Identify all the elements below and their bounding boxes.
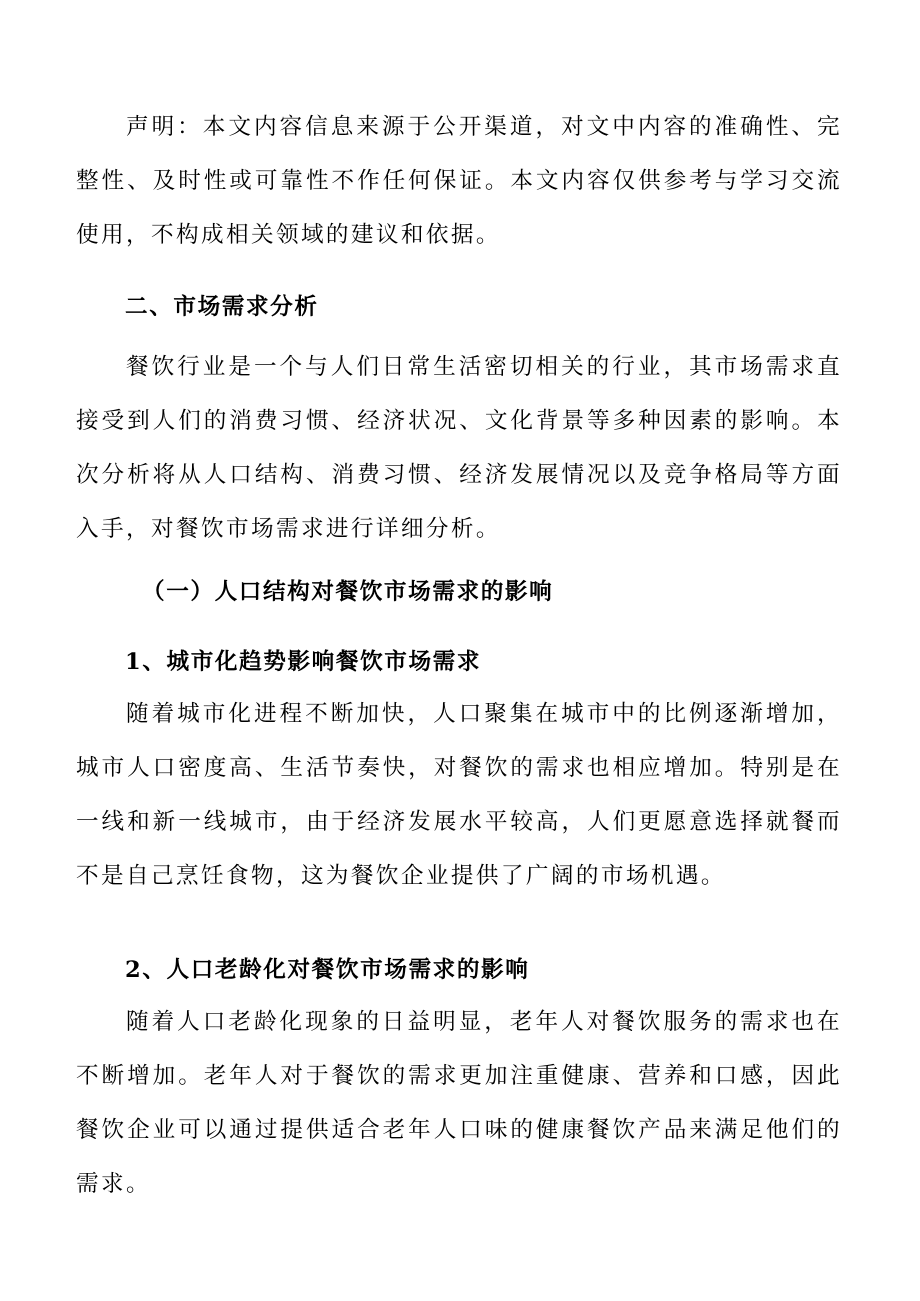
- disclaimer-paragraph: 声明：本文内容信息来源于公开渠道，对文中内容的准确性、完整性、及时性或可靠性不作任何保证。本文内容仅供参考与学习交流使用，不构成相关领域的建议和依据。: [76, 114, 842, 248]
- intro-paragraph: 餐饮行业是一个与人们日常生活密切相关的行业，其市场需求直接受到人们的消费习惯、经济状况、文化背景等多种因素的影响。本次分析将从人口结构、消费习惯、经济发展情况以及竞争格局等方面入手，对餐饮市场需求进行详细分析。: [76, 354, 842, 542]
- item2-heading: 2、人口老龄化对餐饮市场需求的影响: [125, 957, 530, 983]
- item1-heading: 1、城市化趋势影响餐饮市场需求: [125, 649, 482, 675]
- subsection-heading: （一）人口结构对餐饮市场需求的影响: [142, 579, 554, 605]
- item2-paragraph: 随着人口老龄化现象的日益明显，老年人对餐饮服务的需求也在不断增加。老年人对于餐饮的需求更加注重健康、营养和口感，因此餐饮企业可以通过提供适合老年人口味的健康餐饮产品来满足他们的需求。: [76, 1009, 842, 1197]
- section-heading: 二、市场需求分析: [125, 294, 319, 320]
- item1-paragraph: 随着城市化进程不断加快，人口聚集在城市中的比例逐渐增加，城市人口密度高、生活节奏快，对餐饮的需求也相应增加。特别是在一线和新一线城市，由于经济发展水平较高，人们更愿意选择就餐而不是自己烹饪食物，这为餐饮企业提供了广阔的市场机遇。: [76, 701, 842, 889]
